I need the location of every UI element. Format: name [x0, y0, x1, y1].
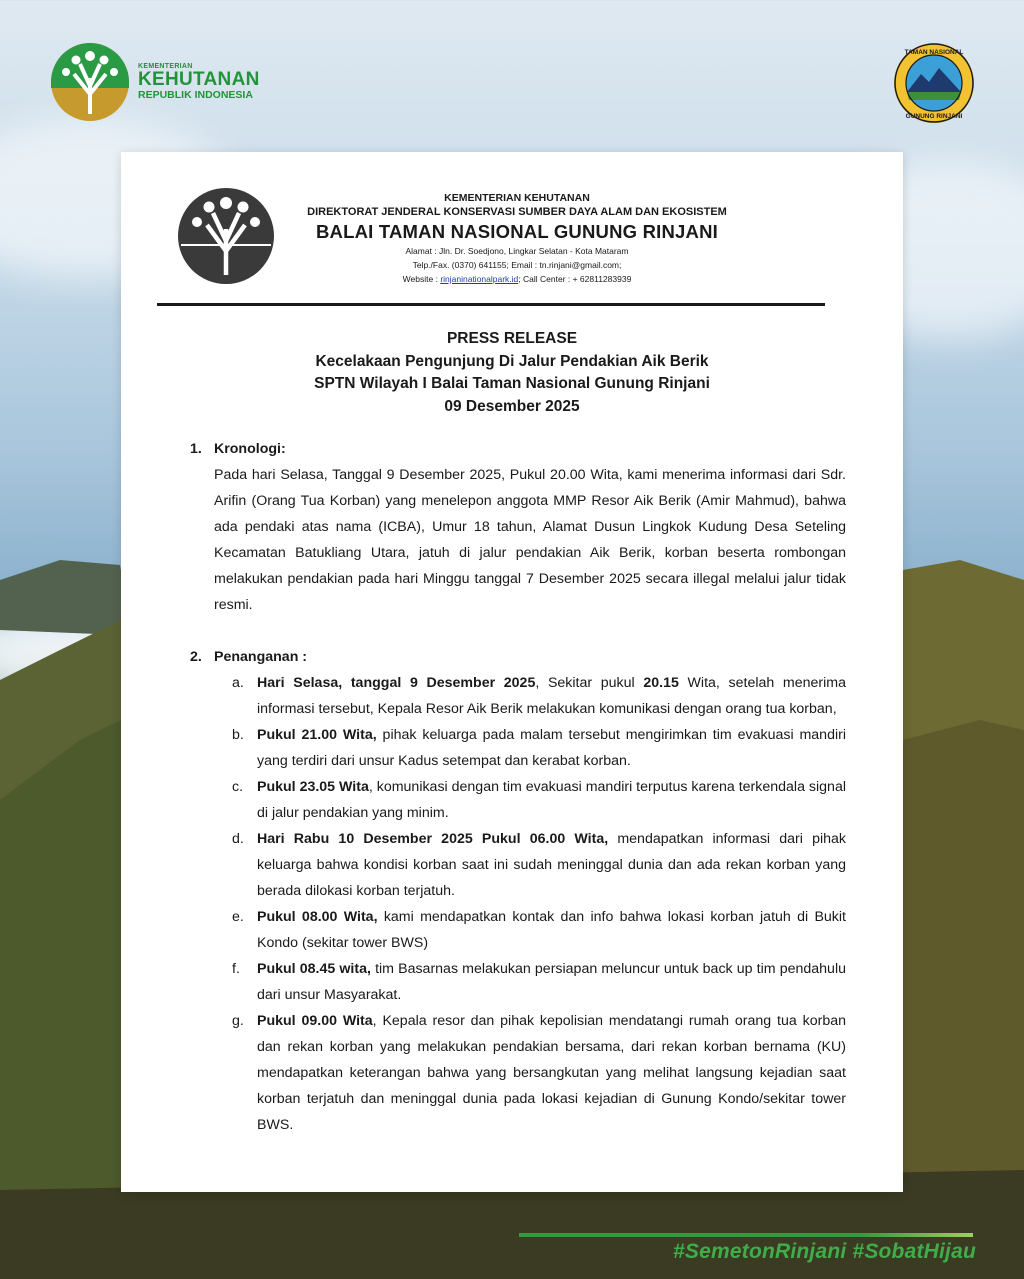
website-line [291, 273, 743, 285]
section-heading [190, 644, 846, 670]
ministry-name: KEMENTERIAN KEHUTANAN [444, 192, 590, 204]
item-letter: d. [232, 831, 244, 847]
section-heading [190, 436, 846, 462]
penanganan-list [190, 670, 846, 1138]
list-item [190, 722, 846, 774]
brand-sub-text: REPUBLIK INDONESIA [138, 89, 253, 102]
kronologi-paragraph: Pada hari Selasa, Tanggal 9 Desember 2025, Pukul 20.00 Wita, kami menerima informasi dari Sdr. Arifin (Orang Tua Korban) yang menelepon anggota MMP Resor Aik Berik (Amir Mahmud), bahwa ada pendaki atas nama (ICBA), Umur 18 tahun, Alamat Dusun Lingkok Kudung Desa Seteling Kecamatan Batukliang Utara, jatuh di jalur pendakian Aik Berik, korban beserta rombongan melakukan pendakian pada hari Minggu tanggal 7 Desember 2025 secara illegal melalui jalur tidak resmi. [214, 467, 846, 613]
item-text: , Kepala resor dan pihak kepolisian mendatangi rumah orang tua korban dan rekan korban yang melakukan pendakian bersama, dari rekan korban bernama (KU) mendapatkan keterangan bahwa yang bersangkutan yang melihat langsung kejadian saat korban terjatuh dan meninggal dunia pada lokasi kejadian di Gunung Kondo/sekitar tower BWS. [257, 1013, 846, 1133]
item-letter: g. [232, 1013, 244, 1029]
list-item [190, 1008, 846, 1138]
item-bold: Pukul 08.00 Wita, [257, 909, 378, 925]
letterhead-divider [157, 303, 825, 306]
list-item [190, 670, 846, 722]
call-center: ; Call Center : + 62811283939 [518, 274, 632, 284]
title-press-release: PRESS RELEASE [446, 330, 578, 347]
item-letter: b. [232, 727, 244, 743]
release-body [190, 436, 846, 1138]
svg-text:TAMAN NASIONAL: TAMAN NASIONAL [904, 49, 964, 56]
item-text: , komunikasi dengan tim evakuasi mandiri terputus karena terkendala signal di jalur pendakian yang minim. [257, 779, 846, 821]
press-release-document [121, 152, 903, 1192]
tree-emblem-icon [50, 42, 130, 122]
release-title [121, 328, 903, 418]
directorate-name: DIREKTORAT JENDERAL KONSERVASI SUMBER DAYA ALAM DAN EKOSISTEM [307, 206, 727, 218]
section-number: 2. [190, 649, 202, 665]
website-link[interactable]: rinjaninationalpark.id [440, 274, 519, 284]
list-item [190, 904, 846, 956]
office-name: BALAI TAMAN NASIONAL GUNUNG RINJANI [315, 221, 718, 242]
kementerian-kehutanan-logo [50, 42, 260, 122]
brand-main-text: KEHUTANAN [138, 69, 260, 91]
item-letter: c. [232, 779, 244, 795]
item-bold: Pukul 23.05 Wita [257, 779, 369, 795]
section-title: Penanganan : [214, 649, 308, 665]
item-text: , Sekitar pukul [535, 675, 644, 691]
title-unit: SPTN Wilayah I Balai Taman Nasional Gunung Rinjani [314, 375, 710, 392]
item-bold: Hari Selasa, tanggal 9 Desember 2025 [257, 675, 536, 691]
item-text: tim Basarnas melakukan persiapan meluncur untuk back up tim pendahulu dari unsur Masyarakat. [257, 961, 846, 1003]
title-date: 09 Desember 2025 [444, 397, 580, 415]
address: Alamat : Jln. Dr. Soedjono, Lingkar Selatan - Kota Mataram [405, 246, 629, 256]
item-text: Wita, setelah menerima informasi tersebut, Kepala Resor Aik Berik melakukan komunikasi dengan orang tua korban, [257, 675, 847, 717]
footer-hashtags: #SemetonRinjani #SobatHijau [673, 1240, 976, 1263]
item-letter: e. [232, 909, 244, 925]
item-text: pihak keluarga pada malam tersebut mengirimkan tim evakuasi mandiri yang terdiri dari unsur Kadus setempat dan kerabat korban. [257, 727, 846, 769]
brand-small-text: KEMENTERIAN [138, 62, 193, 70]
letterhead [121, 152, 903, 312]
taman-nasional-rinjani-badge-icon [893, 42, 975, 124]
svg-text:GUNUNG RINJANI: GUNUNG RINJANI [905, 113, 963, 120]
section-title: Kronologi: [214, 441, 286, 457]
list-item [190, 956, 846, 1008]
item-bold: Pukul 21.00 Wita, [257, 727, 377, 743]
item-letter: f. [232, 961, 240, 977]
item-letter: a. [232, 675, 244, 691]
item-text: mendapatkan informasi dari pihak keluarga bahwa kondisi korban saat ini sudah meninggal dunia dan ada rekan korban yang berada dilokasi korban terjatuh. [257, 831, 846, 899]
item-bold: Pukul 09.00 Wita [257, 1013, 373, 1029]
item-bold: Pukul 08.45 wita, [257, 961, 371, 977]
phone-email: Telp./Fax. (0370) 641155; Email : tn.rinjani@gmail.com; [412, 260, 622, 270]
item-bold: Hari Rabu 10 Desember 2025 Pukul 06.00 Wita, [257, 831, 609, 847]
title-subject: Kecelakaan Pengunjung Di Jalur Pendakian Aik Berik [315, 352, 709, 370]
kementerian-emblem-icon [177, 187, 275, 285]
footer-accent-bar [519, 1233, 973, 1237]
item-bold: 20.15 [643, 675, 679, 691]
section-number: 1. [190, 441, 202, 457]
list-item [190, 826, 846, 904]
website-label: Website : [402, 274, 441, 284]
list-item [190, 774, 846, 826]
item-text: kami mendapatkan kontak dan info bahwa lokasi korban jatuh di Bukit Kondo (sekitar tower BWS) [257, 909, 846, 951]
